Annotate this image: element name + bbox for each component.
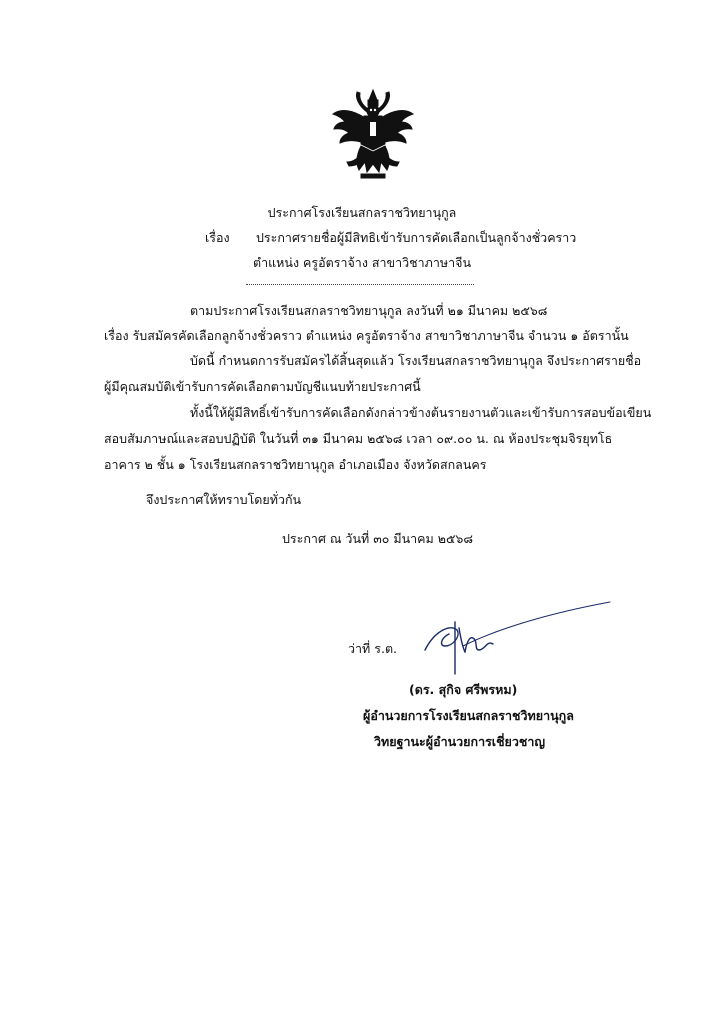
closing-line: จึงประกาศให้ทราบโดยทั่วกัน — [146, 492, 302, 507]
acting-rank-prefix: ว่าที่ ร.ต. — [348, 641, 398, 656]
paragraph-3-line-1: ทั้งนี้ให้ผู้มีสิทธิ์เข้ารับการคัดเลือกดังกล่าวข้างต้นรายงานตัวและเข้ารับการสอบข้อเขียน — [190, 405, 652, 420]
garuda-emblem-icon — [331, 88, 415, 180]
subject-label: เรื่อง — [205, 230, 230, 245]
paragraph-3-line-2: สอบสัมภาษณ์และสอบปฏิบัติ ในวันที่ ๓๑ มีนาคม ๒๕๖๘ เวลา ๐๙.๐๐ น. ณ ห้องประชุมจิรยุทโธ — [104, 431, 613, 446]
announcement-date: ประกาศ ณ วันที่ ๓๐ มีนาคม ๒๕๖๘ — [282, 531, 474, 546]
signatory-name: (ดร. สุกิจ ศรีพรหม) — [409, 682, 518, 697]
paragraph-1-line-1: ตามประกาศโรงเรียนสกลราชวิทยานุกูล ลงวันที่ ๒๑ มีนาคม ๒๕๖๘ — [190, 303, 548, 318]
signatory-position: ผู้อำนวยการโรงเรียนสกลราชวิทยานุกูล — [363, 708, 574, 723]
paragraph-3-line-3: อาคาร ๒ ชั้น ๑ โรงเรียนสกลราชวิทยานุกูล อำเภอเมือง จังหวัดสกลนคร — [104, 457, 487, 472]
header-divider — [246, 284, 474, 285]
signatory-rank: วิทยฐานะผู้อำนวยการเชี่ยวชาญ — [374, 734, 546, 749]
subject-line-1: ประกาศรายชื่อผู้มีสิทธิเข้ารับการคัดเลือกเป็นลูกจ้างชั่วคราว — [256, 230, 577, 245]
issuer-title: ประกาศโรงเรียนสกลราชวิทยานุกูล — [267, 205, 457, 220]
paragraph-2-line-1: บัดนี้ กำหนดการรับสมัครได้สิ้นสุดแล้ว โรงเรียนสกลราชวิทยานุกูล จึงประกาศรายชื่อ — [190, 353, 642, 368]
paragraph-1-line-2: เรื่อง รับสมัครคัดเลือกลูกจ้างชั่วคราว ตำแหน่ง ครูอัตราจ้าง สาขาวิชาภาษาจีน จำนวน ๑ อัตรานั้น — [104, 328, 629, 343]
subject-line-2: ตำแหน่ง ครูอัตราจ้าง สาขาวิชาภาษาจีน — [252, 255, 472, 270]
handwritten-signature — [405, 600, 615, 680]
paragraph-2-line-2: ผู้มีคุณสมบัติเข้ารับการคัดเลือกตามบัญชีแนบท้ายประกาศนี้ — [104, 379, 421, 394]
